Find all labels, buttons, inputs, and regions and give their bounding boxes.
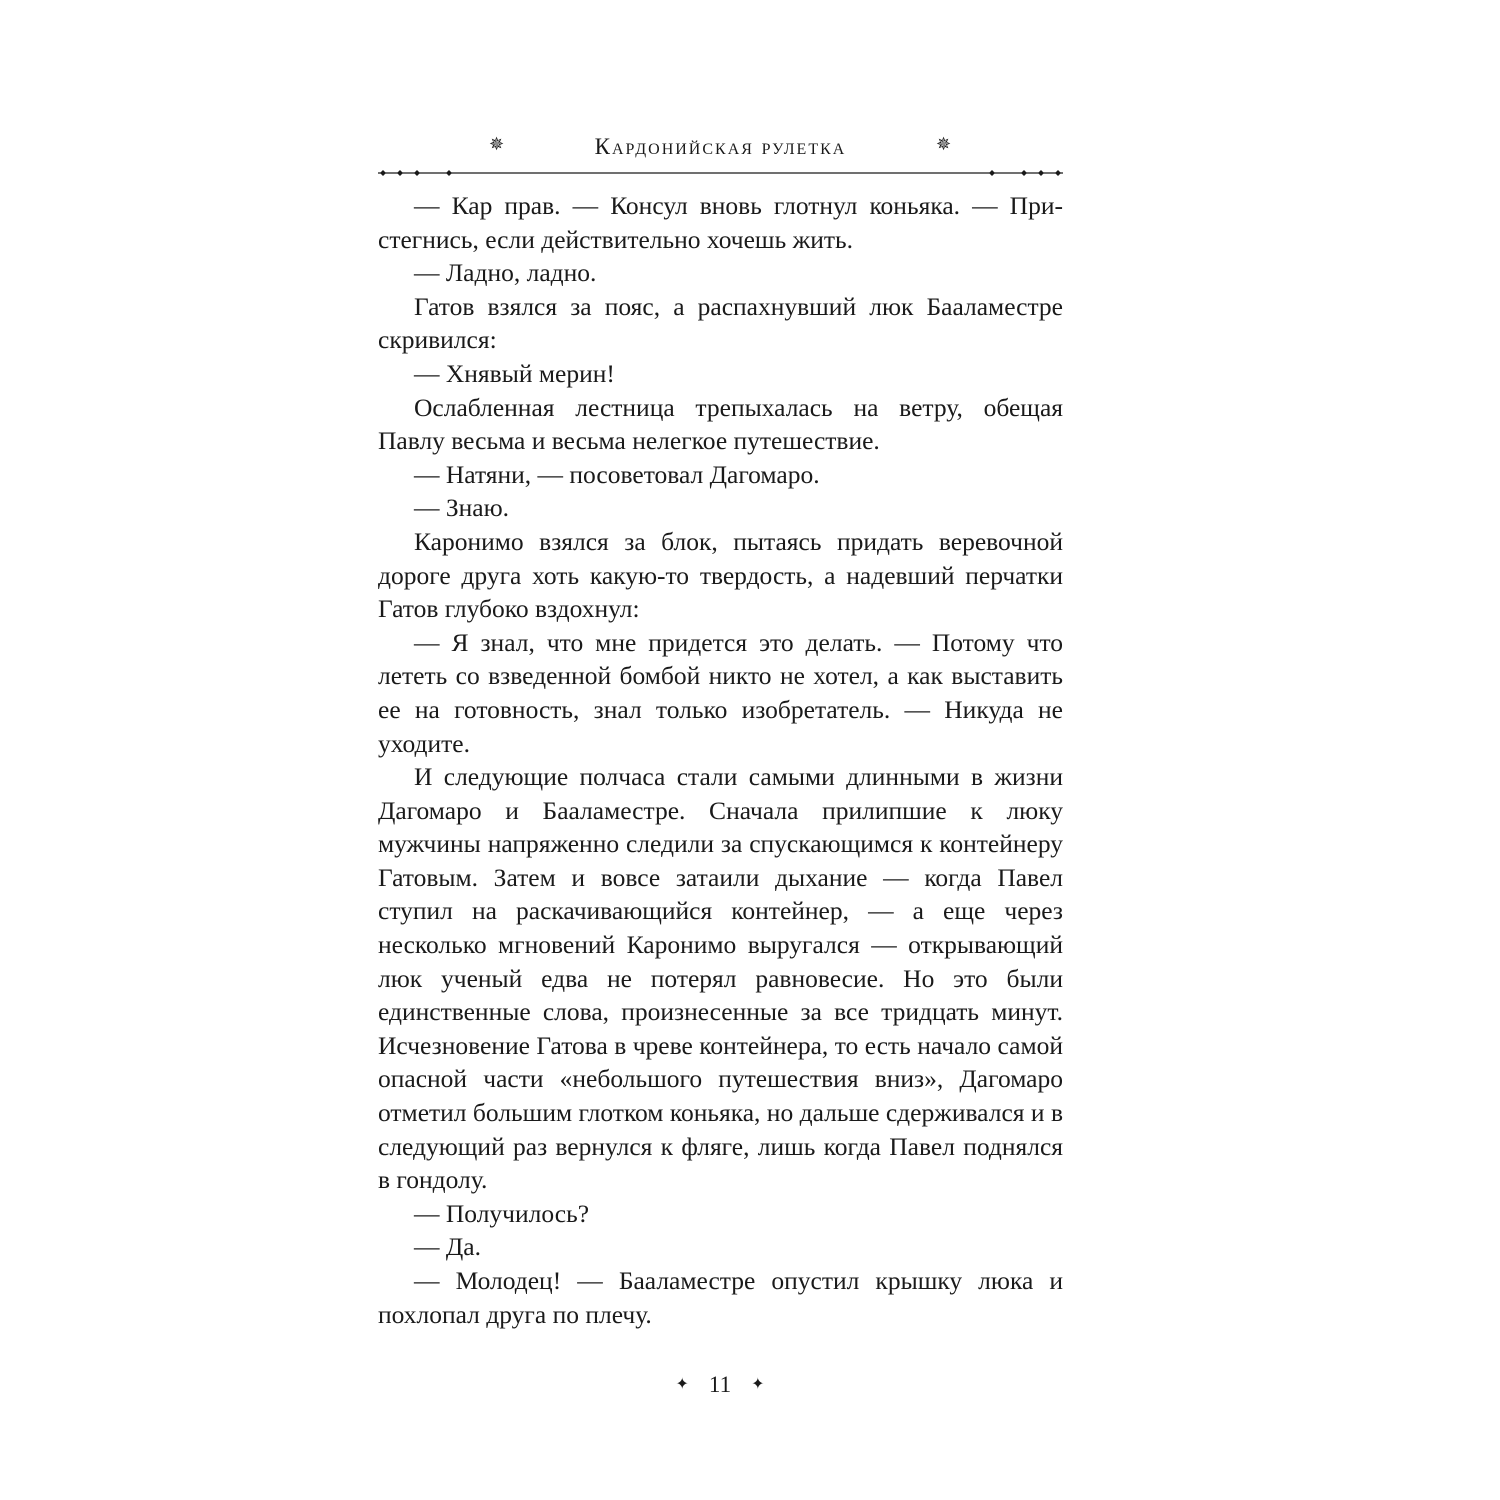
paragraph: Гатов взялся за пояс, а распахнувший люк Бааламестре скривился: [378,291,1063,355]
paragraph: — Кар прав. — Консул вновь глотнул коньяка. — Пристегнись, если действительно хочешь жить. [378,191,1063,254]
paragraph: — Ладно, ладно. [414,258,597,288]
diamond-ornament-icon: ✦ [751,1375,765,1393]
decorative-rule [378,168,1063,178]
paragraph: — Натяни, — посоветовал Дагомаро. [414,459,820,489]
paragraph: — Да. [414,1232,481,1262]
paragraph: Каронимо взялся за блок, пытаясь придать веревочной дороге друга хоть какую-то твердость, а надевший перчатки Гатов глубоко вздохнул: [378,526,1063,624]
running-head-title: Кардонийская рулетка [594,134,847,159]
page-number: 11 [708,1372,732,1397]
paragraph: — Знаю. [414,493,510,523]
paragraph: — Молодец! — Бааламестре опустил крышку люка и похлопал друга по плечу. [378,1266,1063,1329]
page-number-footer [655,1368,785,1402]
paragraph: — Я знал, что мне придется это делать. — Потому что лететь со взведенной бомбой никто не хотел, а как выставить ее на готовность, знал только изобретатель. — Никуда не уходите. [378,627,1063,758]
star-ornament-icon: ✵ [936,134,952,154]
star-ornament-icon: ✵ [489,134,505,154]
paragraph: И следующие полчаса стали самыми длинными в жизни Дагомаро и Бааламестре. Сначала прилипшие к люку мужчины напряженно следили за спускающимся к контейнеру Гатовым. Затем и вовсе затаили дыхание — когда Павел ступил на раскачивающийся контейнер, — а еще через несколько мгновений Каронимо выругался — открывающий люк ученый едва не потерял равновесие. Но это были единственные слова, произнесенные за все тридцать минут. Исчезновение Гатова в чреве контейнера, то есть начало самой опасной части «небольшого путешествия вниз», Дагомаро отметил большим глотком коньяка, но дальше сдерживался и в следующий раз вернулся к фляге, лишь когда Павел поднялся в гондолу. [378,762,1063,1195]
diamond-ornament-icon: ✦ [675,1375,689,1393]
paragraph: — Получилось? [414,1198,590,1228]
paragraph: Ослабленная лестница трепыхалась на ветру, обещая Павлу весьма и весьма нелегкое путешествие. [378,392,1063,456]
running-head [378,128,1063,180]
body-text [378,189,1063,1331]
paragraph: — Хнявый мерин! [414,358,615,388]
